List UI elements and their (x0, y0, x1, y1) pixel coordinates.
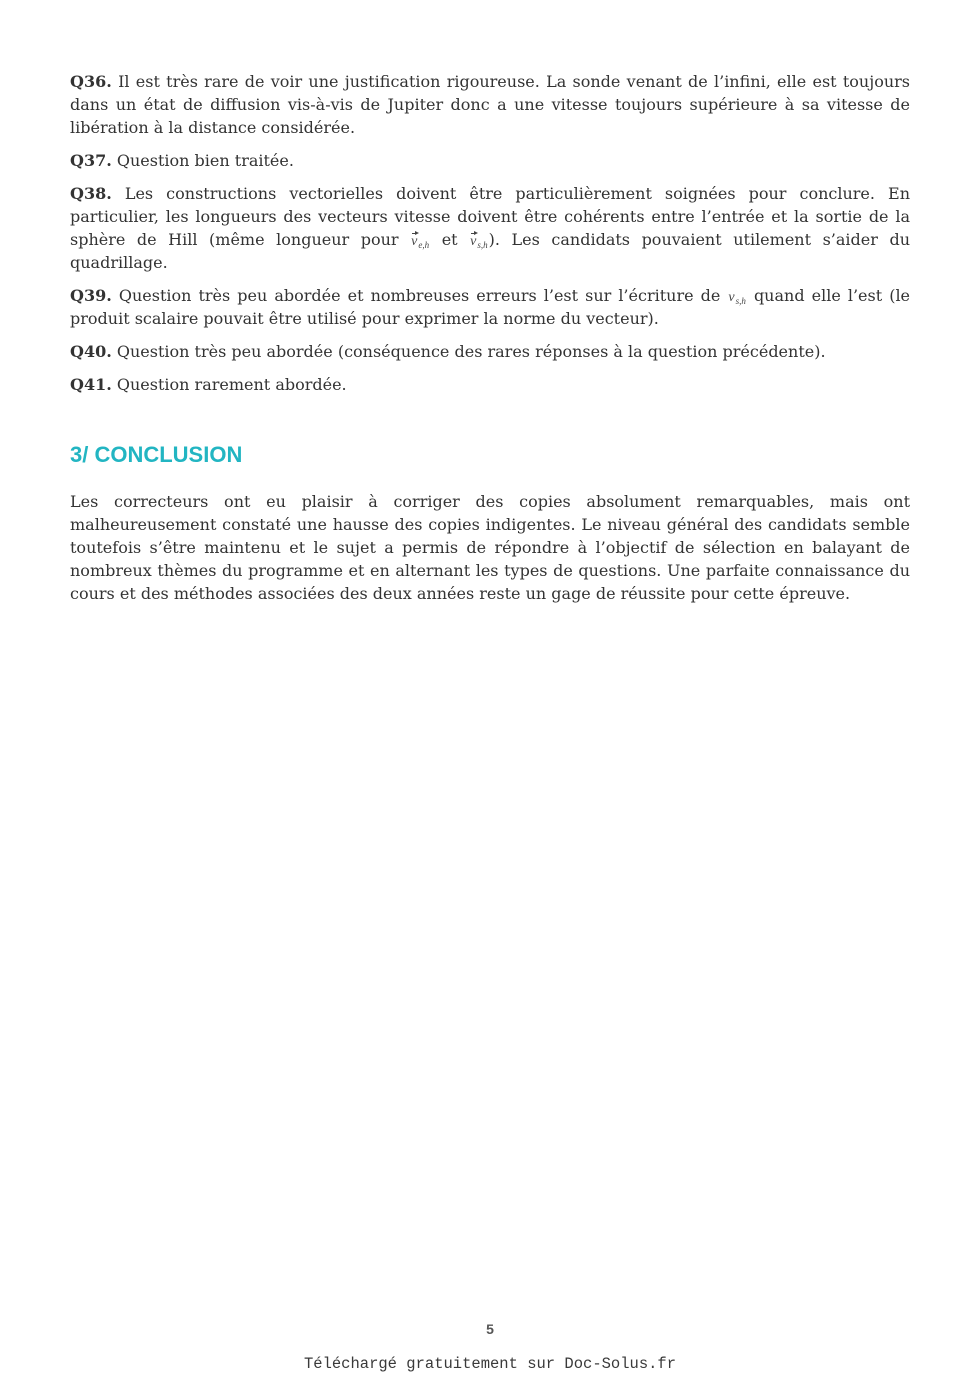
page-number: 5 (486, 1321, 494, 1337)
answer-q40 (70, 340, 910, 363)
vector-v-s-h (469, 234, 488, 249)
variable-v-s-h (727, 290, 746, 305)
section-heading: 3/ CONCLUSION (70, 442, 243, 467)
answer-text: Question très peu abordée (conséquence des rares réponses à la question précédente). (116, 342, 826, 361)
question-label: Q36. (70, 72, 112, 91)
question-label: Q38. (70, 184, 112, 203)
question-label: Q37. (70, 151, 112, 170)
answer-text-before: Les constructions vectorielles doivent être particulièrement soignées pour conclure. En particulier, les longueurs des vecteurs vitesse doivent être cohérents entre l’entrée et la sortie de la sphère de Hill (même longueur pour (70, 184, 910, 249)
question-label: Q40. (70, 342, 112, 361)
vector-v-e-h (410, 234, 430, 249)
footer-text: Téléchargé gratuitement sur Doc-Solus.fr (303, 1355, 677, 1373)
answer-text-between: et (441, 230, 458, 249)
answer-text: Question rarement abordée. (116, 375, 347, 394)
answer-text-after: ). Les candidats pouvaient utilement s’aider du quadrillage. (70, 230, 911, 272)
answer-text: Question bien traitée. (116, 151, 294, 170)
question-label: Q39. (70, 286, 112, 305)
page-content (70, 70, 910, 605)
conclusion-paragraph: Les correcteurs ont eu plaisir à corriger des copies absolument remarquables, mais ont malheureusement constaté une hausse des copies indigentes. Le niveau général des candidats semble toutefois s’être maintenu et le sujet a permis de répondre à l’objectif de sélection en balayant de nombreux thèmes du programme et en alternant les types de questions. Une parfaite connaissance du cours et des méthodes associées des deux années reste un gage de réussite pour cette épreuve. (70, 492, 910, 603)
answer-q38 (70, 182, 910, 274)
answer-text: Il est très rare de voir une justification rigoureuse. La sonde venant de l’infini, elle est toujours dans un état de diffusion vis-à-vis de Jupiter donc a une vitesse toujours supérieure à sa vitesse de libération à la distance considérée. (70, 72, 910, 137)
answer-q41 (70, 373, 910, 396)
vector-symbol: v (470, 234, 477, 249)
vector-subscript: s,h (477, 240, 488, 250)
variable-symbol: v (728, 290, 735, 305)
variable-subscript: s,h (735, 296, 746, 306)
answer-q37 (70, 149, 910, 172)
question-label: Q41. (70, 375, 112, 394)
answer-q39 (70, 284, 910, 330)
vector-subscript: e,h (418, 240, 430, 250)
vector-symbol: v (411, 234, 418, 249)
answer-text-after: quand elle l’est (le produit scalaire pouvait être utilisé pour exprimer la norme du vecteur). (70, 286, 911, 328)
answer-text-before: Question très peu abordée et nombreuses erreurs l’est sur l’écriture de (118, 286, 721, 305)
answer-q36 (70, 70, 910, 139)
